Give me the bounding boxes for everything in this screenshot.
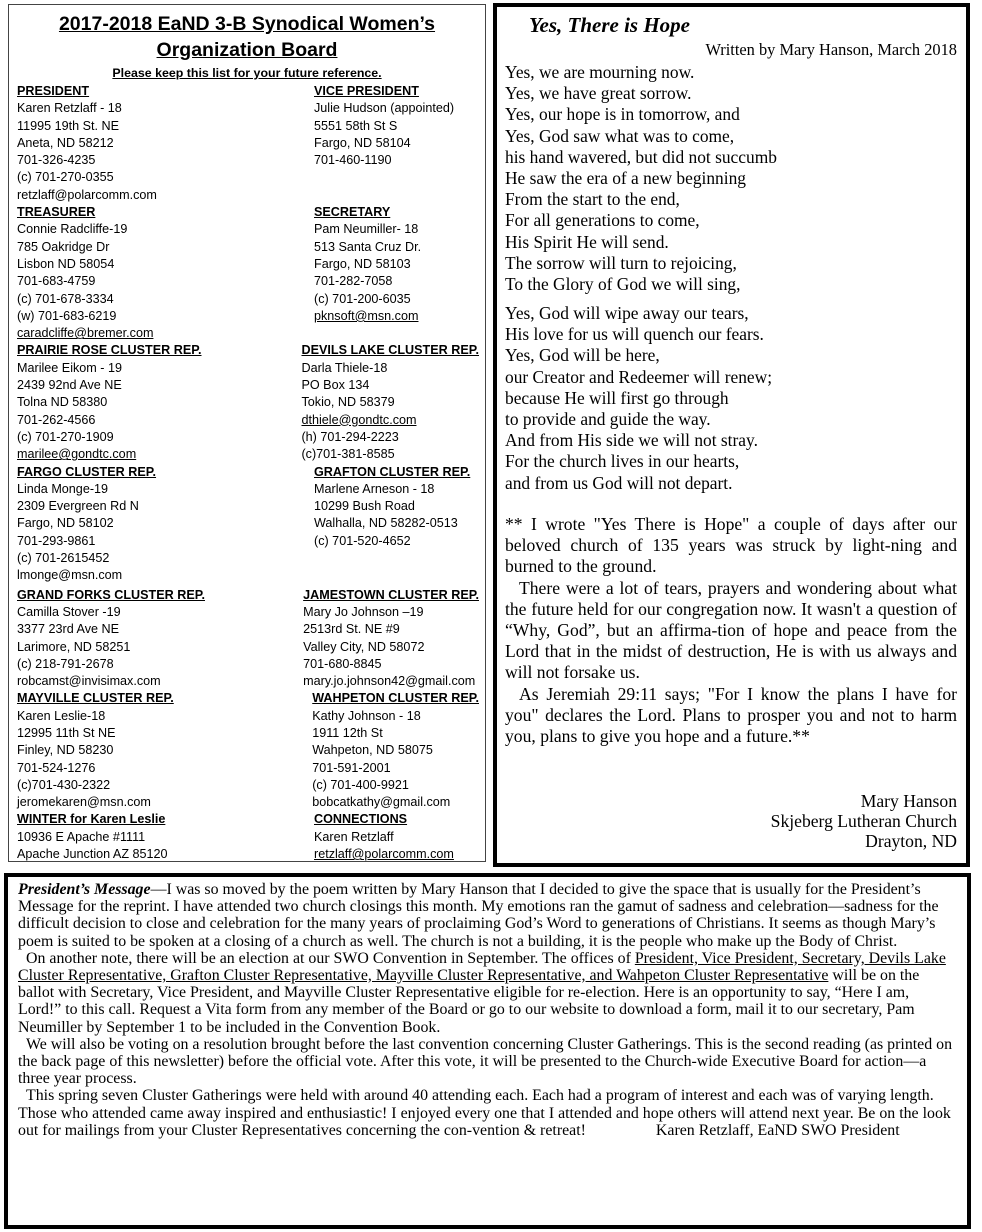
- contact-line: 701-262-4566: [17, 412, 96, 427]
- contact-line: (c) 218-791-2678: [17, 656, 114, 671]
- board-row: [17, 690, 479, 811]
- note-paragraph: As Jeremiah 29:11 says; "For I know the plans I have for you" declares the Lord. Plans to prosper you and not to harm you, plans to give you hope and a future.**: [505, 683, 957, 747]
- contact-line: Fargo, ND 58102: [17, 516, 114, 531]
- contact-line: (c) 701-200-6035: [314, 291, 411, 306]
- contact-line: (c) 701-2615452: [17, 551, 110, 566]
- note-paragraph: There were a lot of tears, prayers and wondering about what the future held for our congregation now. It wasn't a question of “Why, God”, but an affirma-tion of hope and peace from the Lord that in the midst of destruction, He is with us always and will not forsake us.: [505, 577, 957, 683]
- message-text: This spring seven Cluster Gatherings were held with around 40 attending each. Each had a program of interest and each was of varying length. Those who attended came away inspired and enthusiastic! I enjoyed every one that I attended and hope others will attend next year. Be on the look out for mailings from your Cluster Representatives concerning the con-vention & retreat!: [18, 1087, 951, 1139]
- email-address[interactable]: dthiele@gondtc.com: [301, 412, 417, 427]
- contact-line: (c) 701-270-0355: [17, 170, 114, 185]
- board-role-heading: WAHPETON CLUSTER REP.: [312, 691, 479, 706]
- message-paragraph-1: [18, 881, 955, 950]
- presidents-message-body: [18, 881, 955, 1139]
- board-member-entry: [17, 587, 303, 691]
- poem-line: He saw the era of a new beginning: [505, 168, 746, 189]
- contact-line: Pam Neumiller- 18: [314, 222, 419, 237]
- contact-line: Darla Thiele-18: [301, 360, 388, 375]
- board-role-heading: FARGO CLUSTER REP.: [17, 464, 157, 479]
- board-member-entry: [312, 690, 479, 811]
- board-row: [17, 464, 479, 585]
- contact-line: Karen Retzlaff: [314, 829, 394, 844]
- board-directory: [8, 4, 486, 862]
- contact-line: (c) 701-270-1909: [17, 429, 114, 444]
- poem-line: Yes, God saw what was to come,: [505, 125, 735, 146]
- signature-name: Mary Hanson: [860, 791, 957, 811]
- board-member-entry: [17, 690, 312, 811]
- board-member-entry: [17, 811, 314, 863]
- contact-line: 11995 19th St. NE: [17, 118, 119, 133]
- message-paragraph-2: [18, 950, 955, 1036]
- board-row: [17, 811, 479, 863]
- contact-line: Tolna ND 58380: [17, 395, 108, 410]
- email-address[interactable]: bobcatkathy@gmail.com: [312, 795, 451, 810]
- board-member-entry: [17, 342, 301, 463]
- poem-line: Yes, we have great sorrow.: [505, 83, 692, 104]
- signature-church: Skjeberg Lutheran Church: [770, 811, 957, 831]
- contact-line: 2513rd St. NE #9: [303, 622, 400, 637]
- contact-line: Marlene Arneson - 18: [314, 481, 435, 496]
- poem-line: The sorrow will turn to rejoicing,: [505, 252, 737, 273]
- email-address[interactable]: retzlaff@polarcomm.com: [314, 847, 454, 862]
- message-text: —I was so moved by the poem written by Mary Hanson that I decided to give the space that is usually for the President’s Message for the reprint. I have attended two church closings this month. My emotions ran the gamut of sadness and celebration—sadness for the difficult decision to close and celebration for the many years of proclaiming God’s Word to generations of Christians. It seems as though Mary’s poem is suited to be spoken at a closing of a church as well. The church is not a building, it is the people who make up the Body of Christ.: [18, 881, 939, 950]
- poem-line: his hand wavered, but did not succumb: [505, 146, 777, 167]
- contact-line: Apache Junction AZ 85120: [17, 847, 168, 862]
- poem-byline: Written by Mary Hanson, March 2018: [705, 40, 957, 59]
- board-row: [17, 204, 479, 342]
- board-role-heading: PRAIRIE ROSE CLUSTER REP.: [17, 343, 202, 358]
- contact-line: Karen Leslie-18: [17, 708, 106, 723]
- board-role-heading: PRESIDENT: [17, 84, 90, 98]
- contact-line: 701-460-1190: [314, 153, 392, 168]
- poem-line: And from His side we will not stray.: [505, 430, 758, 451]
- board-rows: [17, 83, 479, 863]
- poem-line: His love for us will quench our fears.: [505, 324, 764, 345]
- contact-line: Connie Radcliffe-19: [17, 222, 128, 237]
- board-member-entry: [301, 342, 479, 463]
- contact-line: Linda Monge-19: [17, 481, 109, 496]
- contact-line: Mary Jo Johnson –19: [303, 604, 424, 619]
- email-address[interactable]: marilee@gondtc.com: [17, 447, 137, 462]
- contact-line: 2439 92nd Ave NE: [17, 378, 122, 393]
- poem-line: To the Glory of God we will sing,: [505, 274, 741, 295]
- contact-line: Aneta, ND 58212: [17, 135, 114, 150]
- poem-stanza-1: [505, 62, 777, 295]
- contact-line: 5551 58th St S: [314, 118, 398, 133]
- board-subtitle: Please keep this list for your future reference.: [112, 66, 382, 80]
- board-row: [17, 83, 479, 204]
- message-paragraph-4: [18, 1087, 955, 1139]
- email-address[interactable]: robcamst@invisimax.com: [17, 674, 161, 689]
- contact-line: Valley City, ND 58072: [303, 639, 425, 654]
- email-address[interactable]: jeromekaren@msn.com: [17, 795, 151, 810]
- board-role-heading: TREASURER: [17, 205, 96, 220]
- poem-box: [493, 3, 970, 867]
- poem-line: Yes, God will be here,: [505, 345, 660, 366]
- board-role-heading: JAMESTOWN CLUSTER REP.: [303, 587, 479, 602]
- board-role-heading: WINTER for Karen Leslie: [17, 812, 166, 827]
- contact-line: Julie Hudson (appointed): [314, 101, 455, 116]
- contact-line: 701-680-8845: [303, 656, 382, 671]
- poem-line: our Creator and Redeemer will renew;: [505, 366, 773, 387]
- contact-line: Lisbon ND 58054: [17, 256, 115, 271]
- contact-line: (c) 701-400-9921: [312, 777, 409, 792]
- contact-line: (c) 701-520-4652: [314, 533, 411, 548]
- poem-title: Yes, There is Hope: [529, 13, 690, 37]
- contact-line: 701-524-1276: [17, 760, 96, 775]
- signature-location: Drayton, ND: [865, 831, 957, 851]
- poem-line: For all generations to come,: [505, 210, 700, 231]
- board-member-entry: [314, 811, 479, 863]
- board-role-heading: VICE PRESIDENT: [314, 84, 419, 98]
- email-address[interactable]: pknsoft@msn.com: [314, 308, 419, 323]
- contact-line: 2309 Evergreen Rd N: [17, 499, 139, 514]
- contact-line: Karen Retzlaff - 18: [17, 101, 122, 116]
- board-member-entry: [17, 464, 314, 585]
- contact-line: Fargo, ND 58104: [314, 135, 411, 150]
- board-member-entry: [17, 204, 314, 342]
- contact-line: (h) 701-294-2223: [301, 429, 399, 444]
- poem-line: to provide and guide the way.: [505, 409, 711, 430]
- poem-stanza-2: [505, 303, 772, 494]
- poem-line: Yes, we are mourning now.: [505, 62, 695, 82]
- board-row: [17, 342, 479, 463]
- board-role-heading: SECRETARY: [314, 205, 391, 220]
- contact-line: Finley, ND 58230: [17, 743, 114, 758]
- contact-line: (w) 701-683-6219: [17, 308, 117, 323]
- contact-line: 3377 23rd Ave NE: [17, 622, 119, 637]
- contact-line: 701-683-4759: [17, 274, 96, 289]
- contact-line: 701-293-9861: [17, 533, 96, 548]
- poem-line: For the church lives in our hearts,: [505, 451, 740, 472]
- board-title-line2: Organization Board: [156, 39, 338, 61]
- contact-line: 701-282-7058: [314, 274, 393, 289]
- board-member-entry: [314, 464, 479, 585]
- message-text: On another note, there will be an election at our SWO Convention in September. The offices of: [26, 949, 635, 967]
- contact-line: 701-591-2001: [312, 760, 391, 775]
- board-role-heading: DEVILS LAKE CLUSTER REP.: [301, 343, 479, 358]
- board-member-entry: [314, 204, 479, 342]
- email-address[interactable]: caradcliffe@bremer.com: [17, 326, 154, 341]
- email-address[interactable]: lmonge@msn.com: [17, 568, 123, 583]
- poem-author-note: [505, 514, 957, 747]
- offices-up-for-election: President, Vice President, Secretary, Devils Lake Cluster Representative, Grafton Cluster Representative, Mayville Cluster Representative, and Wahpeton Cluster Representative: [18, 949, 946, 985]
- board-role-heading: GRAND FORKS CLUSTER REP.: [17, 587, 205, 602]
- contact-line: (c)701-381-8585: [301, 447, 395, 462]
- board-role-heading: MAYVILLE CLUSTER REP.: [17, 691, 174, 706]
- contact-line: PO Box 134: [301, 378, 370, 393]
- poem-line: because He will first go through: [505, 387, 729, 408]
- contact-line: (c)701-430-2322: [17, 777, 111, 792]
- board-role-heading: CONNECTIONS: [314, 812, 408, 827]
- contact-line: 701-326-4235: [17, 153, 96, 168]
- message-text: will be on the ballot with Secretary, Vice President, and Mayville Cluster Representative eligible for re-election. Here is an opportunity to say, “Here I am, Lord!” to this call. Request a Vita form from any member of the Board or go to our website to download a form, mail it to our secretary, Pam Neumiller by September 1 to be included in the Convention Book.: [18, 967, 920, 1036]
- board-row: [17, 587, 479, 691]
- board-member-entry: [17, 83, 314, 204]
- contact-line: Tokio, ND 58379: [301, 395, 395, 410]
- contact-line: 10299 Bush Road: [314, 499, 415, 514]
- presidents-message-heading: President’s Message: [18, 881, 151, 898]
- note-paragraph: ** I wrote "Yes There is Hope" a couple of days after our beloved church of 135 years was struck by light-ning and burned to the ground.: [505, 514, 957, 577]
- email-address[interactable]: retzlaff@polarcomm.com: [17, 187, 157, 202]
- contact-line: Walhalla, ND 58282-0513: [314, 516, 458, 531]
- poem-line: and from us God will not depart.: [505, 472, 733, 493]
- contact-line: Larimore, ND 58251: [17, 639, 131, 654]
- message-paragraph-3: We will also be voting on a resolution brought before the last convention concerning Cluster Gatherings. This is the second reading (as printed on the back page of this newsletter) before the official vote. After this vote, it will be presented to the Church-wide Executive Board for action—a three year process.: [18, 1035, 953, 1088]
- contact-line: (c) 701-678-3334: [17, 291, 114, 306]
- contact-line: Camilla Stover -19: [17, 604, 121, 619]
- presidents-signature: Karen Retzlaff, EaND SWO President: [655, 1121, 900, 1139]
- poem-line: Yes, our hope is in tomorrow, and: [505, 104, 740, 125]
- email-address[interactable]: mary.jo.johnson42@gmail.com: [303, 674, 476, 689]
- contact-line: 513 Santa Cruz Dr.: [314, 239, 422, 254]
- poem-line: From the start to the end,: [505, 189, 680, 210]
- contact-line: Kathy Johnson - 18: [312, 708, 421, 723]
- contact-line: 10936 E Apache #1111: [17, 829, 146, 844]
- board-member-entry: [314, 83, 479, 204]
- contact-line: Fargo, ND 58103: [314, 256, 411, 271]
- board-member-entry: [303, 587, 479, 691]
- poem-line: Yes, God will wipe away our tears,: [505, 303, 749, 323]
- contact-line: 785 Oakridge Dr: [17, 239, 110, 254]
- board-role-heading: GRAFTON CLUSTER REP.: [314, 464, 471, 479]
- poem-signature: [771, 791, 957, 851]
- presidents-message-box: [4, 873, 971, 1229]
- contact-line: Marilee Eikom - 19: [17, 360, 122, 375]
- contact-line: 1911 12th St: [312, 725, 383, 740]
- contact-line: 12995 11th St NE: [17, 725, 116, 740]
- poem-line: His Spirit He will send.: [505, 231, 669, 252]
- contact-line: Wahpeton, ND 58075: [312, 743, 433, 758]
- board-title-line1: 2017-2018 EaND 3-B Synodical Women’s: [58, 13, 436, 35]
